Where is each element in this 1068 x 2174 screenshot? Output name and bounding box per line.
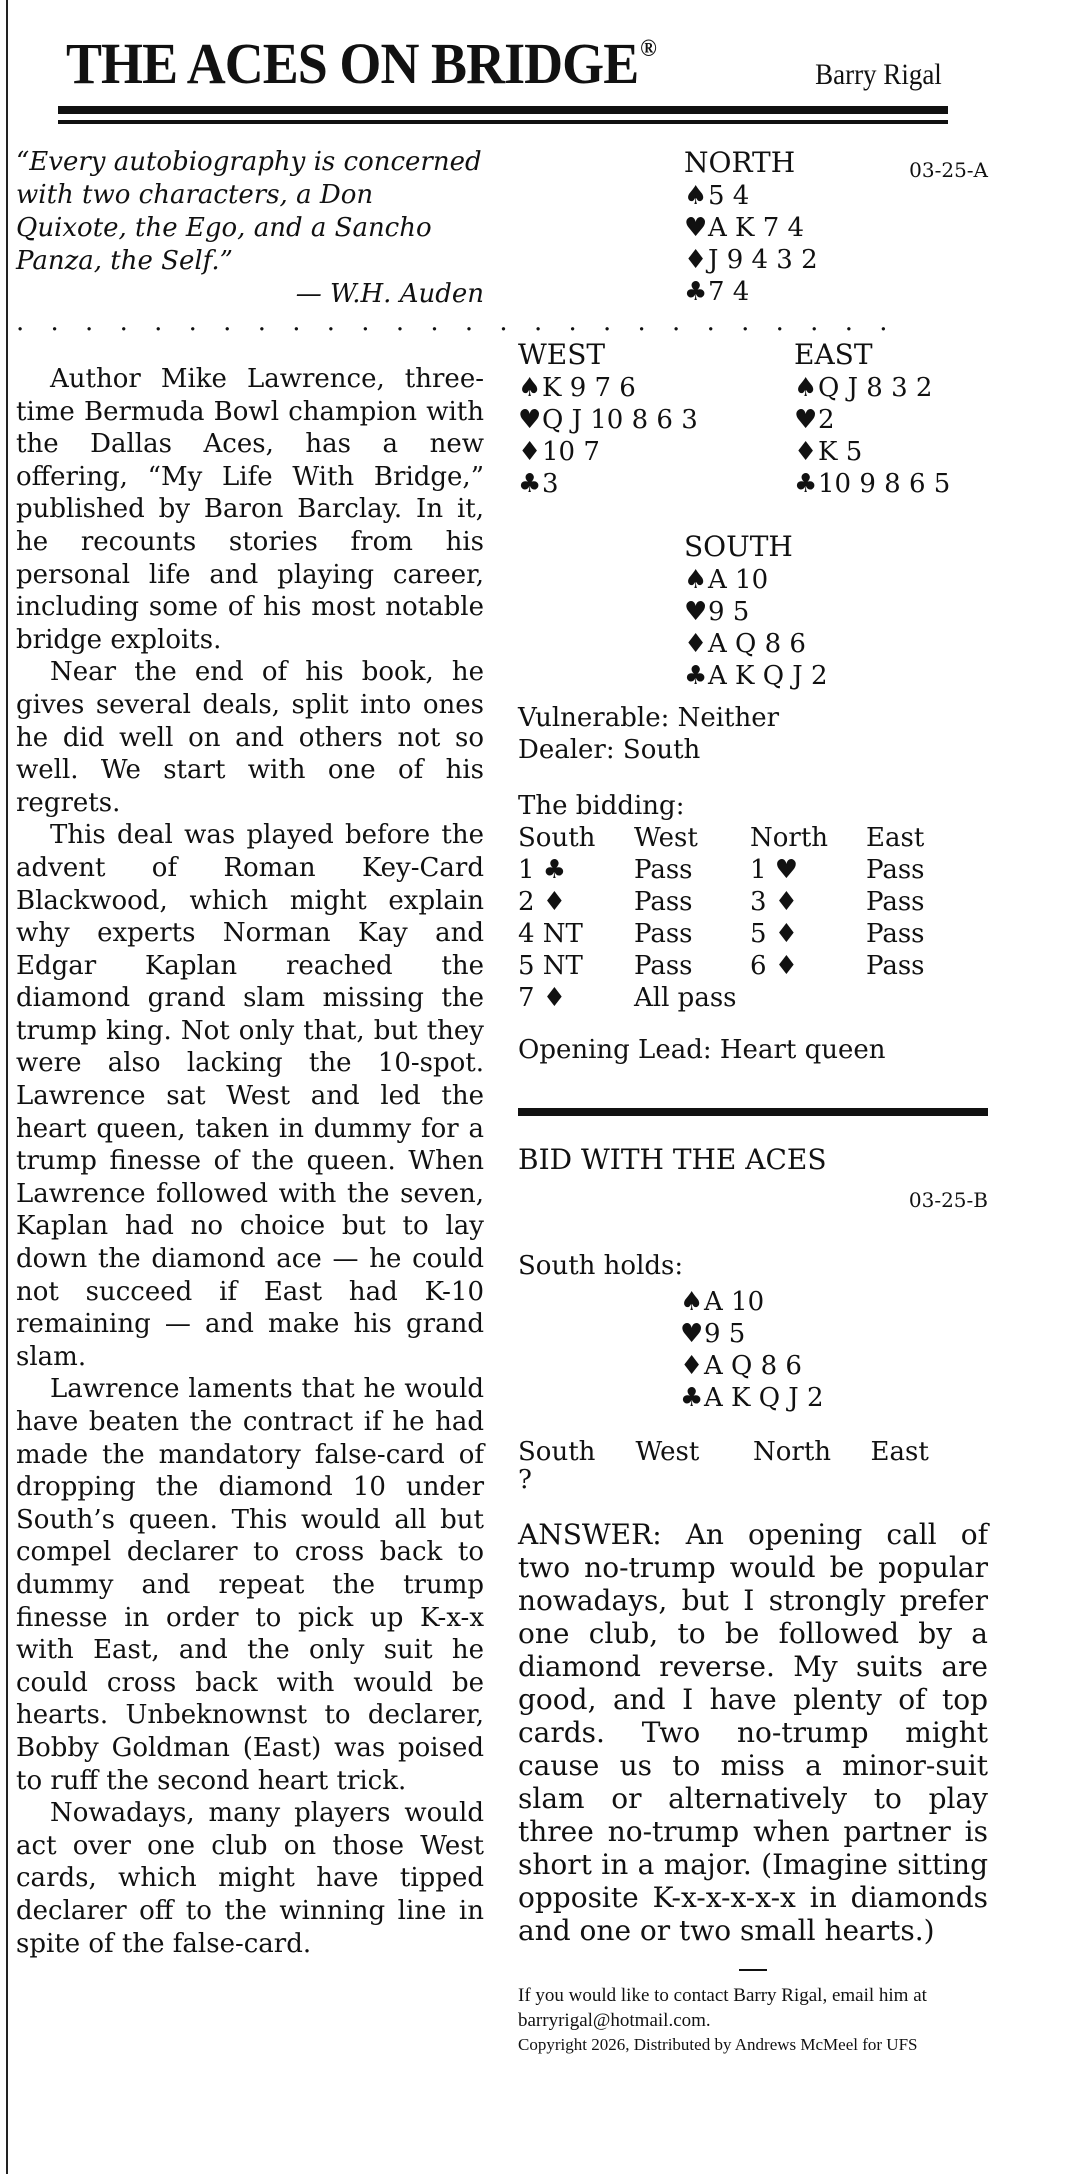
bidding-table (518, 790, 988, 1014)
heart-icon: ♥ (518, 405, 542, 435)
bid-cell: Pass (634, 919, 693, 949)
club-icon: ♣ (518, 469, 542, 499)
article-paragraph: This deal was played before the advent of Roman Key-Card Blackwood, which might explain why experts Norman Kay and Edgar Kaplan reached the diamond grand slam missing the trump king. Not only that, but they were also lacking the 10-spot. Lawrence sat West and led the heart queen, taken in dummy for a trump finesse of the queen. When Lawrence followed with the seven, Kaplan had no choice but to lay down the diamond ace — he could not succeed if East had K-10 remaining — and make his grand slam. (16, 820, 484, 1372)
clubs-line: ♣A K Q J 2 (680, 1383, 824, 1413)
deal-info (518, 702, 988, 766)
east-hand (794, 338, 950, 500)
bid-cell: Pass (634, 887, 693, 917)
answer-text: ANSWER: An opening call of two no-trump would be popular nowadays, but I strongly prefer one club, to be followed by a diamond reverse. My suits are good, and I have plenty of top cards. Two no-trump might cause us to miss a minor-suit slam or alternatively to play three no-trump when partner is short in a major. (Imagine sitting opposite K-x-x-x-x-x in diamonds and one or two small hearts.) (518, 1518, 988, 1947)
bwa-code: 03-25-B (908, 1188, 988, 1212)
hearts-line: ♥2 (794, 405, 835, 435)
spades-line: ♠5 4 (684, 181, 750, 211)
registered-mark: ® (640, 36, 656, 62)
heart-icon: ♥ (794, 405, 818, 435)
bidding-row (518, 886, 988, 918)
bidding-header: East (870, 1437, 929, 1467)
masthead-rule-thick (58, 106, 948, 114)
column-title: THE ACES ON BRIDGE® (66, 31, 656, 96)
clubs-line: ♣10 9 8 6 5 (794, 469, 951, 499)
south-holds-hand (680, 1286, 988, 1414)
bid-cell: Pass (866, 919, 925, 949)
spades-line: ♠A 10 (684, 565, 769, 595)
spade-icon: ♠ (518, 373, 542, 403)
section-separator (518, 1108, 988, 1116)
bidding-title: The bidding: (518, 791, 685, 821)
article-paragraph: Lawrence laments that he would have beaten the contract if he had made the mandatory false-card of dropping the diamond 10 under South’s queen. This would all but compel declarer to cross back to dummy and repeat the trump finesse in order to pick up K-x-x with East, and the only suit he could cross back with would be hearts. Unbeknownst to declarer, Bobby Goldman (East) was poised to ruff the second heart trick. (16, 1374, 484, 1796)
bid-with-aces-section (518, 1144, 988, 1947)
author-byline: Barry Rigal (815, 58, 942, 91)
spade-icon: ♠ (794, 373, 818, 403)
bid-cell: 4 NT (518, 919, 583, 949)
clubs-line: ♣7 4 (684, 277, 750, 307)
hand-label: SOUTH (684, 530, 793, 563)
bid-cell: 5 NT (518, 951, 583, 981)
deal-code: 03-25-A (909, 158, 988, 182)
copyright-note: Copyright 2026, Distributed by Andrews McMeel for UFS (518, 2035, 918, 2054)
spade-icon: ♠ (684, 181, 708, 211)
dotted-divider: · · · · · · · · · · · · · · · · · · · · · · · · · · (16, 315, 897, 345)
club-icon: ♣ (684, 661, 708, 691)
article-paragraph: Author Mike Lawrence, three-time Bermuda Bowl champion with the Dallas Aces, has a new offering, “My Life With Bridge,” published by Baron Barclay. In it, he recounts stories from his personal life and playing career, including some of his most notable bridge exploits. (16, 364, 484, 655)
hand-label: NORTH (684, 146, 796, 179)
bidding-header: South (518, 1437, 596, 1467)
deal-column (518, 146, 988, 2057)
diamonds-line: ♦A Q 8 6 (684, 629, 806, 659)
masthead-rule-thin (58, 120, 948, 124)
hand-label: EAST (794, 338, 873, 371)
bidding-header: West (634, 823, 698, 853)
bid-cell: Pass (866, 855, 925, 885)
hearts-line: ♥Q J 10 8 6 3 (518, 405, 698, 435)
diamonds-line: ♦J 9 4 3 2 (684, 245, 818, 275)
heart-icon: ♥ (680, 1319, 704, 1349)
left-margin-rule (6, 0, 8, 2174)
bid-cell: 6 ♦ (750, 951, 799, 981)
bidding-row (518, 918, 988, 950)
diamonds-line: ♦K 5 (794, 437, 863, 467)
bid-cell (750, 982, 866, 1014)
dealer: Dealer: South (518, 735, 701, 765)
bid-cell: 2 ♦ (518, 887, 567, 917)
clubs-line: ♣3 (518, 469, 559, 499)
spades-line: ♠Q J 8 3 2 (794, 373, 933, 403)
bid-cell (866, 982, 982, 1014)
footer-dash (739, 1969, 767, 1971)
south-hand (684, 530, 828, 692)
bid-cell: Pass (866, 951, 925, 981)
club-icon: ♣ (680, 1383, 704, 1413)
bidding-row (518, 982, 988, 1014)
heart-icon: ♥ (684, 213, 708, 243)
bid-cell: 7 ♦ (518, 983, 567, 1013)
diamond-icon: ♦ (680, 1351, 704, 1381)
bid-cell: All pass (634, 983, 737, 1013)
bidding-header: South (518, 823, 596, 853)
article-paragraph: Nowadays, many players would act over one club on those West cards, which might have tipped declarer off to the winning line in spite of the false-card. (16, 1798, 484, 1959)
diamonds-line: ♦10 7 (518, 437, 600, 467)
spade-icon: ♠ (684, 565, 708, 595)
bidding-row (518, 854, 988, 886)
contact-note: If you would like to contact Barry Rigal, email him at barryrigal@hotmail.com. (518, 1985, 927, 2031)
diamond-icon: ♦ (794, 437, 818, 467)
bidding-row (518, 950, 988, 982)
club-icon: ♣ (684, 277, 708, 307)
deal-diagram (518, 146, 988, 691)
bidding-header: East (866, 823, 925, 853)
bid-cell: Pass (634, 951, 693, 981)
hand-label: WEST (518, 338, 606, 371)
article-paragraph: Near the end of his book, he gives several deals, split into ones he did well on and others not so well. We start with one of his regrets. (16, 657, 484, 818)
bid-question-mark: ? (518, 1465, 532, 1495)
north-hand (684, 146, 818, 308)
spade-icon: ♠ (680, 1287, 704, 1317)
bid-cell: 1 ♥ (750, 855, 799, 885)
epigraph-author: — W.H. Auden (295, 279, 484, 309)
opening-lead: Opening Lead: Heart queen (518, 1035, 886, 1065)
bidding-header-row (518, 822, 988, 854)
hearts-line: ♥9 5 (684, 597, 750, 627)
bidding-header: West (635, 1437, 700, 1467)
diamond-icon: ♦ (684, 245, 708, 275)
bid-cell: 3 ♦ (750, 887, 799, 917)
bid-cell: Pass (866, 887, 925, 917)
epigraph-quote: “Every autobiography is concerned with two characters, a Don Quixote, the Ego, and a Sancho Panza, the Self.” (16, 147, 482, 276)
heart-icon: ♥ (684, 597, 708, 627)
bid-cell: Pass (634, 855, 693, 885)
clubs-line: ♣A K Q J 2 (684, 661, 828, 691)
hearts-line: ♥9 5 (680, 1319, 746, 1349)
bwa-bidding-header (518, 1436, 988, 1468)
bwa-title: BID WITH THE ACES (518, 1143, 827, 1176)
south-holds-label: South holds: (518, 1251, 684, 1281)
bidding-header: North (750, 823, 829, 853)
spades-line: ♠A 10 (680, 1287, 765, 1317)
diamond-icon: ♦ (518, 437, 542, 467)
vulnerability: Vulnerable: Neither (518, 703, 780, 733)
spades-line: ♠K 9 7 6 (518, 373, 636, 403)
diamond-icon: ♦ (684, 629, 708, 659)
hearts-line: ♥A K 7 4 (684, 213, 805, 243)
bid-cell: 5 ♦ (750, 919, 799, 949)
west-hand (518, 338, 698, 500)
club-icon: ♣ (794, 469, 818, 499)
diamonds-line: ♦A Q 8 6 (680, 1351, 802, 1381)
bid-cell: 1 ♣ (518, 855, 567, 885)
article-body (16, 363, 484, 1960)
masthead (58, 22, 948, 132)
bidding-header: North (753, 1437, 832, 1467)
